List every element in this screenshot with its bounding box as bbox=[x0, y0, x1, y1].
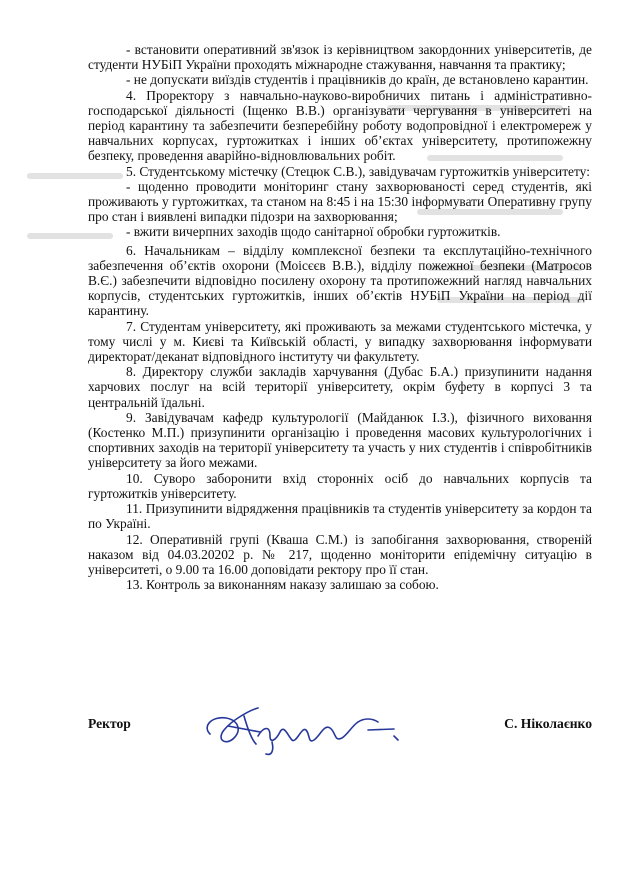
order-paragraph: - встановити оперативний зв'язок із керівництвом закордонних університетів, де студенти НУБіП України проходять міжнародне стажування, навчання та практику; bbox=[88, 42, 592, 73]
handwritten-signature bbox=[198, 696, 418, 758]
order-paragraph: 13. Контроль за виконанням наказу залишаю за собою. bbox=[126, 577, 439, 593]
order-paragraph: 6. Начальникам – відділу комплексної безпеки та експлутаційно-технічного забезпечення об’єктів охорони (Моісєєв В.В.), відділу пожежної безпеки (Матросов В.Є.) забезпечити відповідно посилену охорону та протипожежний нагляд навчальних корпусів, студентських гуртожитків, інших об’єктів НУБіП України на період дії карантину. bbox=[88, 242, 592, 319]
signatory-name: С. Ніколаєнко bbox=[504, 716, 592, 731]
order-paragraph: 7. Студентам університету, які проживають за межами студентського містечка, у тому числі у м. Києві та Київській області, у випадку захворювання інформувати директорат/деканат відповідного інституту чи факультету. bbox=[88, 318, 592, 365]
order-paragraph: 4. Проректору з навчально-науково-виробничих питань і адміністративно-господарської діяльності (Іщенко В.В.) організувати чергування в університеті на період карантину та забезпечити безперебійну роботу водопровідної і електромереж у навчальних корпусах, гуртожитках і інших об’єктах університету, протипожежну безпеку, проведення аварійно-відновлювальних робіт. bbox=[88, 87, 592, 164]
order-paragraph: - не допускати виїздів студентів і працівників до країн, де встановлено карантин. bbox=[126, 72, 589, 88]
order-paragraph: - щоденно проводити моніторинг стану захворюваності серед студентів, які проживають у гуртожитках, та станом на 8:45 і на 15:30 інформувати Оперативну групу про стан і виявлені випадки підозри на захворювання; bbox=[88, 178, 592, 225]
order-paragraph: 5. Студентському містечку (Стецюк С.В.), завідувачам гуртожитків університету: bbox=[126, 163, 590, 179]
order-paragraph: 8. Директору служби закладів харчування (Дубас Б.А.) призупинити надання харчових послуг на всій території університету, окрім буфету в корпусі 3 та центральній їдальні. bbox=[88, 364, 592, 410]
signatory-role: Ректор bbox=[88, 716, 131, 731]
signature-block bbox=[88, 708, 592, 768]
order-paragraph: - вжити вичерпних заходів щодо санітарної обробки гуртожитків. bbox=[126, 224, 501, 240]
order-paragraph: 9. Завідувачам кафедр культурології (Майданюк І.З.), фізичного виховання (Костенко М.П.) призупинити організацію і проведення масових культурологічних і спортивних заходів на території університету та участь у них студентів і співробітників університету за його межами. bbox=[88, 409, 592, 471]
order-body bbox=[88, 42, 592, 592]
order-paragraph: 12. Оперативній групі (Кваша С.М.) із запобігання захворювання, створеній наказом від 04.03.20202 р. № 217, щоденно моніторити епідемічну ситуацію в університеті, о 9.00 та 16.00 доповідати ректору про її стан. bbox=[88, 531, 592, 577]
order-paragraph: 10. Суворо заборонити вхід сторонніх осіб до навчальних корпусів та гуртожитків університету. bbox=[88, 470, 592, 501]
order-paragraph: 11. Призупинити відрядження працівників та студентів університету за кордон та по Україні. bbox=[88, 501, 592, 532]
